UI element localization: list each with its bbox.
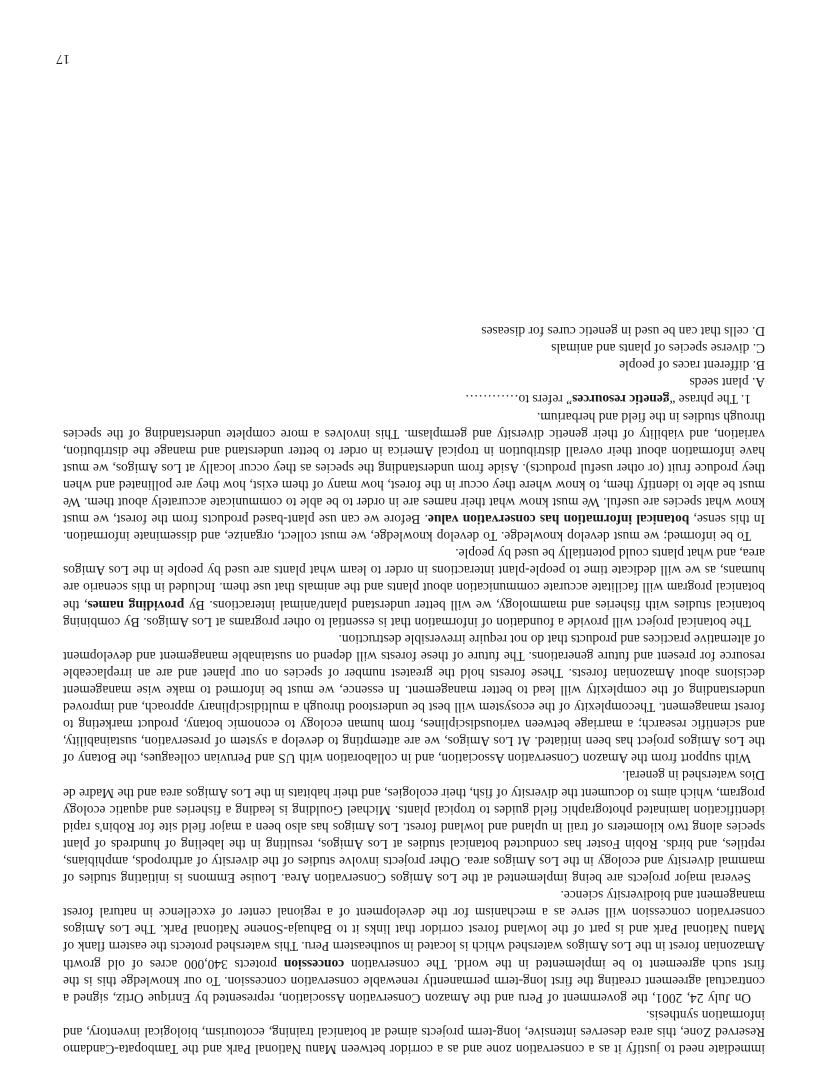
bold-term-concession: concession	[283, 956, 345, 972]
paragraph-concession	[63, 887, 765, 1007]
paragraph-text: protects 340,000 acres of old growth Amazonian forest in the Los Amigos watershed which is located in southeastern Peru. This watershed protects the eastern flank of Manu National Park and is part of the lowland forest corridor that links it to Bahuaja-Sonene National Park. The Los Amigos conservation concession will serve as a mechanism for the development of a regional center of excellence in natural forest management and biodiversity science.	[62, 888, 765, 972]
paragraph-text: . Before we can use plant-based products from the forest, we must know what species are useful. We must know what their names are in order to be able to communicate accurately about them. We must be able to identify them, to know where they occur in the forest, how many of them exist, how they are pollinated and when they produce fruit (or other useful products). Aside from understanding the species as they occur locally at Los Amigos, we must have information about their overall distribution in tropical America in order to better understand and manage the distribution, variation, and viability of their genetic diversity and germplasm. This involves a more complete understanding of the species through studies in the field and herbarium.	[63, 409, 765, 528]
answer-option-b[interactable]: B. different races of people	[619, 358, 765, 374]
paragraph-text: To be informed; we must develop knowledge. To develop knowledge, we must collect, organize, and disseminate information. In this sense,	[63, 512, 765, 545]
bold-term-conservation-value: botanical information has conservation value	[427, 512, 690, 528]
answer-option-c[interactable]: C. diverse species of plants and animals	[551, 341, 765, 357]
paragraph-intro-continuation: immediate need to justify it as a conservation zone and as a corridor between Manu National Park and the Tambopata-Candamo Reserved Zone, this area deserves intensive, long-term projects aimed at botanical training, ecotourism, biological inventory, and information synthesis.	[63, 1007, 765, 1057]
paragraph-knowledge	[63, 408, 765, 545]
reading-passage	[63, 323, 765, 1058]
paragraph-text: , the botanical program will facilitate accurate communication about plants and the animals that use them. Included in this scenario are humans, as we will dedicate time to people-plant interactions in order to learn what plants are used by people in the Los Amigos area, and what plants could potentially be used by people.	[63, 546, 765, 613]
paragraph-botany-project: With support from the Amazon Conservation Association, and in collaboration with US and Peruvian colleagues, the Botany of the Los Amigos project has been initiated. At Los Amigos, we are attempting to develop a system of preservation, sustainability, and scientific research; a marriage between variousdisciplines, from human ecology to economic botany, product marketing to forest management. Thecomplexity of the ecosystem will best be understood through a multidisciplinary approach, and improved understanding of the complexity will lead to better management. In essence, we must be informed to make wise management decisions about Amazonian forests. These forests hold the greatest number of species on our planet and are an irreplaceable resource for present and future generations. The future of these forests will depend on sustainable management and development of alternative practices and products that do not require irreversible destruction.	[63, 631, 765, 767]
bold-term-genetic-resources: genetic resources	[572, 392, 670, 408]
paragraph-projects: Several major projects are being implemented at the Los Amigos Conservation Area. Louise Emmons is initiating studies of mammal diversity and ecology in the Los Amigos area. Other projects involve studies of the diversity of arthropods, amphibians, reptiles, and birds. Robin Foster has conducted botanical studies at Los Amigos, resulting in the labeling of hundreds of plant species along two kilometers of trail in upland and lowland forest. Los Amigos has also been a major field site for Robin's rapid identification laminated photographic field guides to tropical plants. Michael Goulding is leading a fisheries and aquatic ecology program, which aims to document the diversity of fish, their ecologies, and their habitats in the Los Amigos area and the Madre de Dios watershed in general.	[63, 768, 765, 887]
paragraph-text: On July 24, 2001, the government of Peru and the Amazon Conservation Association, represented by Enrique Ortiz, signed a contractual agreement creating the first long-term permanently renewable conservation concession. To our knowledge this is the first such agreement to be implemented in the world. The conservation	[63, 956, 765, 1006]
page-number: 17	[56, 51, 70, 66]
paragraph-text: The botanical project will provide a foundation of information that is essential to other programs at Los Amigos. By combining botanical studies with fisheries and mammology, we will better understand plant/animal interactions. By	[63, 597, 765, 630]
question-prefix: 1. The phrase “	[669, 392, 751, 408]
answer-option-d[interactable]: D. cells that can be used in genetic cures for diseases	[481, 324, 765, 340]
question-suffix: ” refers to…………	[465, 392, 573, 408]
question-1	[63, 391, 765, 408]
bold-term-providing-names: providing names	[87, 597, 185, 613]
answer-option-a[interactable]: A. plant seeds	[689, 375, 765, 391]
paragraph-foundation	[63, 545, 765, 630]
